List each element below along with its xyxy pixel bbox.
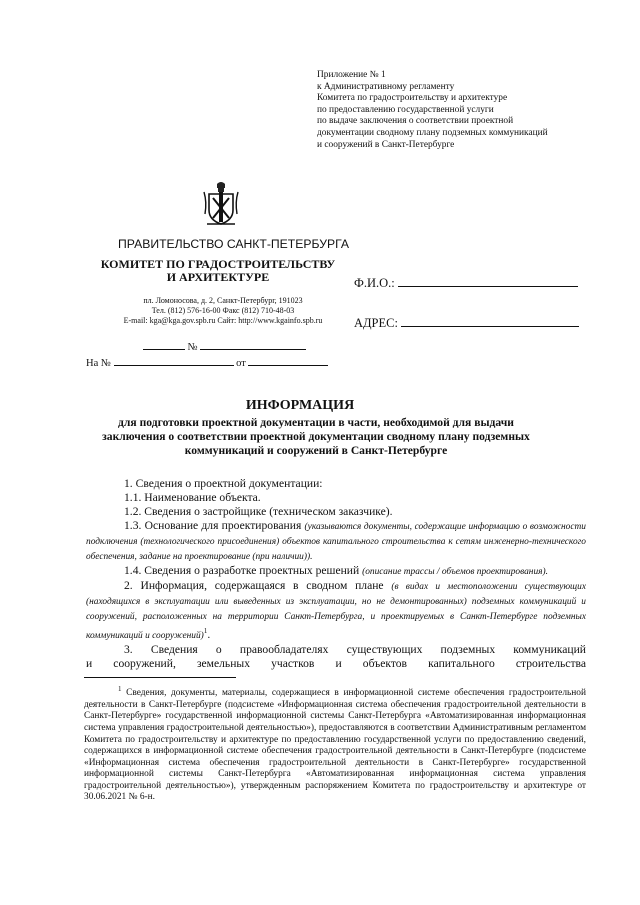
on-number-label: На № xyxy=(86,358,111,369)
document-title: ИНФОРМАЦИЯ xyxy=(245,398,355,413)
section-1 xyxy=(86,477,586,671)
fio-label: Ф.И.О.: xyxy=(354,276,395,290)
coat-of-arms-icon xyxy=(203,180,239,228)
email-site: E-mail: kga@kga.gov.spb.ru Сайт: http://www.kgainfo.spb.ru xyxy=(123,315,323,325)
footnote-text: Сведения, документы, материалы, содержащиеся в информационной системе обеспечения градостроительной деятельности в Санкт-Петербурге (подсистеме «Информационная система обеспечения градостроительной деятельности в Санкт-Петербурге» государственной информационной системы Санкт-Петербурга «Автоматизированная информационная система управления градостроительной деятельностью»), предоставляются в соответствии Административным регламентом Комитета по градостроительству и архитектуре по предоставлению государственной услуги по предоставлению сведений, содержащихся в информационной системе обеспечения градостроительной деятельности в Санкт-Петербурге (подсистеме «Информационная система обеспечения градостроительной деятельности в Санкт-Петербурге» государственной информационной системы Санкт-Петербурга «Автоматизированная информационная система управления градостроительной деятельностью»), утвержденным распоряжением Комитета по градостроительству и архитектуре от 30.06.2021 № 6-н. xyxy=(84,688,587,803)
footnote-ref: 1 xyxy=(203,627,208,635)
appendix-line: документации сводному плану подземных коммуникаций xyxy=(317,127,548,138)
committee-line: И АРХИТЕКТУРЕ xyxy=(166,270,270,284)
footnote-mark: 1 xyxy=(118,685,122,693)
appendix-line: Приложение № 1 xyxy=(317,70,386,80)
date-blank xyxy=(143,339,185,350)
committee-line: КОМИТЕТ ПО ГРАДОСТРОИТЕЛЬСТВУ xyxy=(100,257,336,271)
contact-block xyxy=(82,296,364,325)
fio-blank xyxy=(398,276,578,287)
footnote xyxy=(84,684,586,804)
postal-address: пл. Ломоносова, д. 2, Санкт-Петербург, 191023 xyxy=(143,296,303,305)
item-1-4 xyxy=(86,564,586,579)
address-label: АДРЕС: xyxy=(354,316,398,330)
item-1-1: 1.1. Наименование объекта. xyxy=(124,491,261,504)
incoming-reference xyxy=(86,355,328,369)
fio-field xyxy=(354,276,578,291)
item-1-3-label: 1.3. Основание для проектирования xyxy=(124,519,302,532)
item-1-3-note: (указываются документы, содержащие информацию о возможности подключения (технологического присоединения) объектов капитального строительства к сетям инженерно-технического обеспечения, задание на проектирование (при наличии)). xyxy=(86,522,586,562)
on-number-blank xyxy=(114,355,234,366)
address-blank xyxy=(401,316,579,327)
outgoing-number xyxy=(143,339,306,353)
appendix-line: по предоставлению государственной услуги xyxy=(317,104,494,115)
number-sign: № xyxy=(187,342,198,353)
item-1-4-note: (описание трассы / объемов проектирования). xyxy=(362,567,548,577)
from-blank xyxy=(248,355,328,366)
appendix-block xyxy=(317,70,617,151)
document-subtitle: для подготовки проектной документации в части, необходимой для выдачи заключения о соответствии проектной документации сводному плану подземных коммуникаций и сооружений в Санкт-Петербурге xyxy=(102,416,530,457)
item-1-3 xyxy=(86,519,586,564)
appendix-line: к Административному регламенту xyxy=(317,81,455,92)
item-1-2: 1.2. Сведения о застройщике (техническом заказчике). xyxy=(124,505,393,518)
appendix-line: и сооружений в Санкт-Петербурге xyxy=(317,139,455,150)
item-3-line2: и сооружений, земельных участков и объектов капитального строительства xyxy=(86,656,586,670)
phone-fax: Тел. (812) 576-16-00 Факс (812) 710-48-03 xyxy=(151,305,295,315)
address-field xyxy=(354,316,579,331)
item-2-note: (в видах и местоположении существующих (находящихся в эксплуатации или выведенных из эксплуатации, но не демонтированных) подземных коммуникаций и сооружений, расположенных на территории Санкт-Петербурга, и проектируемых в Санкт-Петербурге подземных коммуникаций и сооружений) xyxy=(86,582,586,641)
footnote-divider xyxy=(84,677,236,678)
committee-name xyxy=(100,258,336,284)
from-label: от xyxy=(236,358,246,369)
appendix-line: по выдаче заключения о соответствии проектной xyxy=(317,116,514,127)
item-2-label: 2. Информация, содержащаяся в сводном плане xyxy=(124,579,384,592)
number-blank xyxy=(200,339,306,350)
appendix-line: Комитета по градостроительству и архитектуре xyxy=(317,93,508,104)
item-2: 2. Информация, содержащаяся в сводном плане (в видах и местоположении существующих (находящихся в эксплуатации или выведенных из эксплуатации, но не демонтированных) подземных коммуникаций и сооружений, расположенных на территории Санкт-Петербурга, и проектируемых в Санкт-Петербурге подземных коммуникаций и сооружений)$^1$. xyxy=(86,579,586,641)
item-1: 1. Сведения о проектной документации: xyxy=(124,477,323,490)
item-1-4-label: 1.4. Сведения о разработке проектных решений xyxy=(124,564,360,577)
government-name: ПРАВИТЕЛЬСТВО САНКТ-ПЕТЕРБУРГА xyxy=(118,237,349,251)
item-3-line1: 3. Сведения о правообладателях существующих подземных коммуникаций xyxy=(124,642,586,656)
